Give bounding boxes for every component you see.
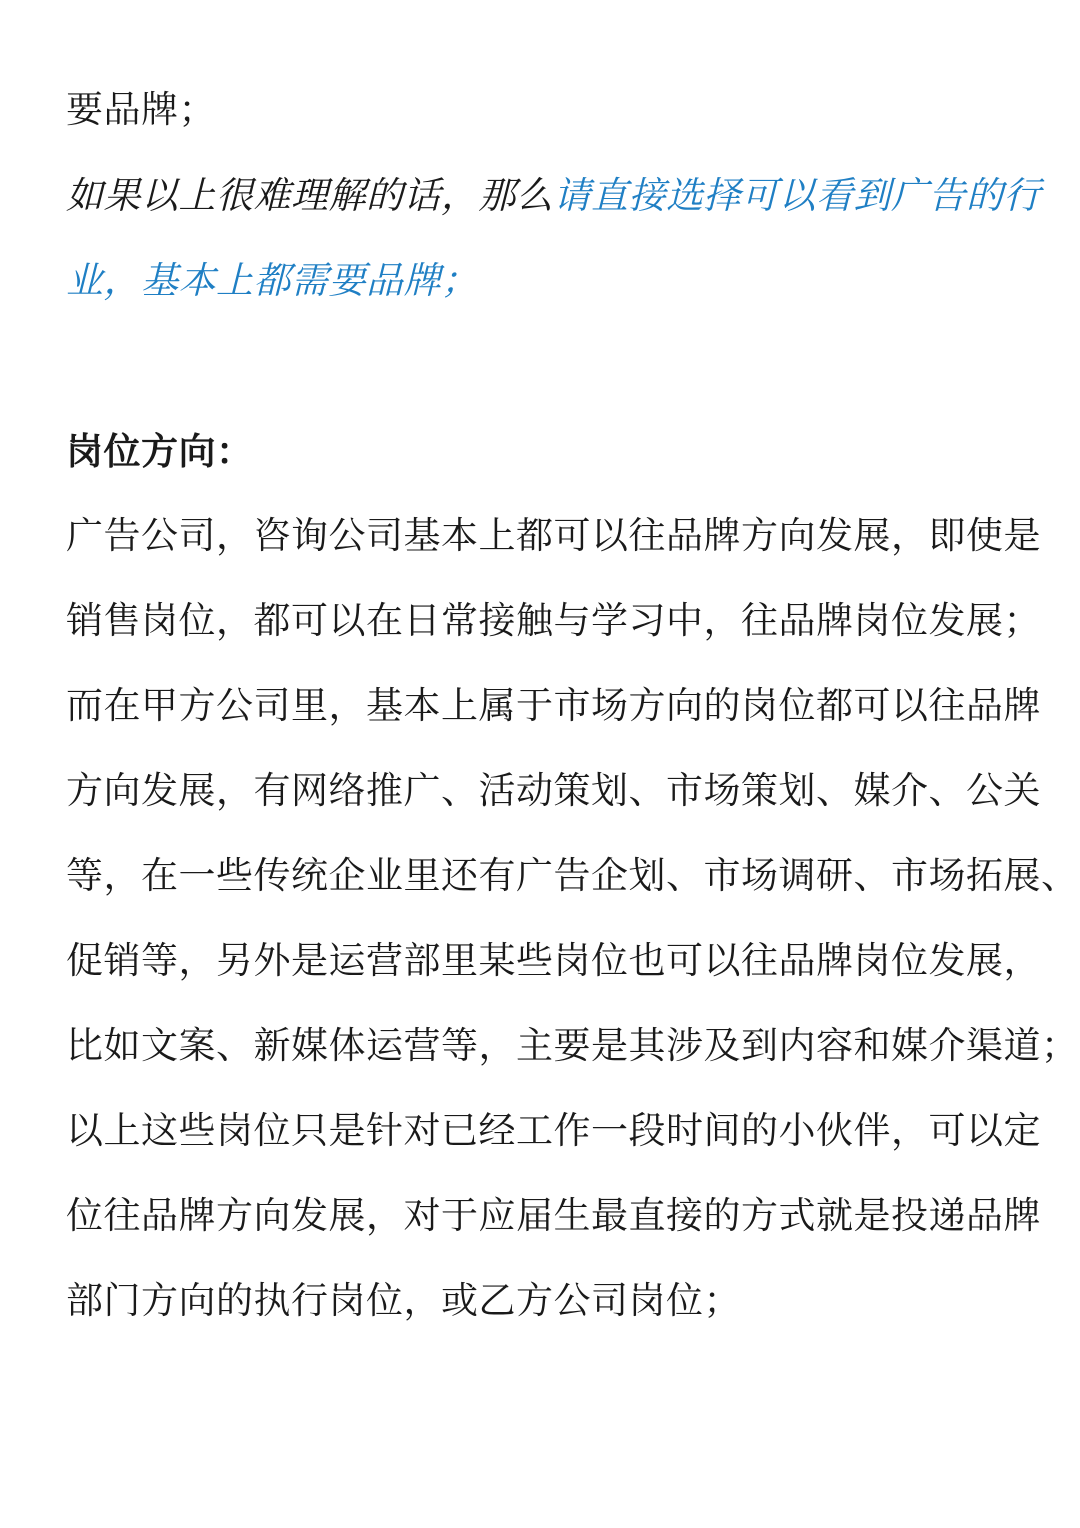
- body-line: 广告公司，咨询公司基本上都可以往品牌方向发展，即使是: [66, 514, 1041, 557]
- body-line: 等，在一些传统企业里还有广告企划、市场调研、市场拓展、: [66, 854, 1079, 897]
- body-line: 以上这些岗位只是针对已经工作一段时间的小伙伴，可以定: [66, 1109, 1041, 1152]
- body-line: 销售岗位，都可以在日常接触与学习中，往品牌岗位发展；: [66, 599, 1041, 642]
- body-line: 比如文案、新媒体运营等，主要是其涉及到内容和媒介渠道；: [66, 1024, 1079, 1067]
- intro-highlight-text: 请直接选择可以看到广告的行: [553, 174, 1041, 217]
- intro-line-3: 业，基本上都需要品牌；: [66, 259, 479, 302]
- intro-line-2: [66, 172, 1041, 220]
- body-line: 部门方向的执行岗位，或乙方公司岗位；: [66, 1279, 741, 1322]
- body-line: 而在甲方公司里，基本上属于市场方向的岗位都可以往品牌: [66, 684, 1041, 727]
- intro-plain-text: 如果以上很难理解的话，那么: [66, 174, 554, 217]
- intro-line-1: 要品牌；: [66, 88, 216, 131]
- body-line: 位往品牌方向发展，对于应届生最直接的方式就是投递品牌: [66, 1194, 1041, 1237]
- body-line: 促销等，另外是运营部里某些岗位也可以往品牌岗位发展，: [66, 939, 1041, 982]
- section-heading: 岗位方向：: [66, 430, 254, 473]
- body-line: 方向发展，有网络推广、活动策划、市场策划、媒介、公关: [66, 769, 1041, 812]
